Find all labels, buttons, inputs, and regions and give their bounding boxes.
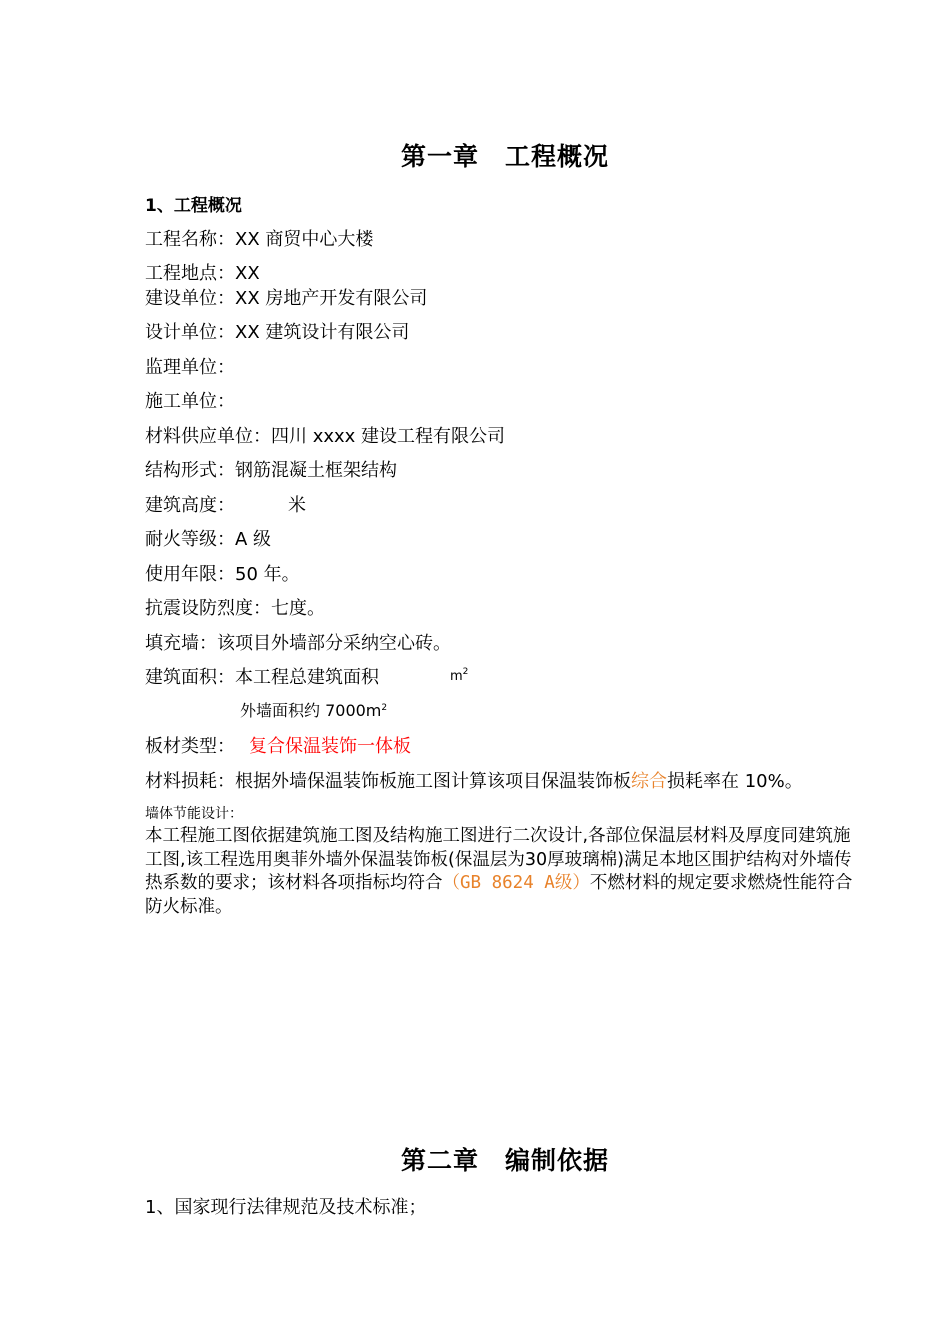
value: XX 房地产开发有限公司 <box>235 288 428 309</box>
value: 四川 xxxx 建设工程有限公司 <box>271 426 506 447</box>
unit: m <box>450 669 463 684</box>
label: 监理单位： <box>145 357 235 378</box>
label: 材料供应单位： <box>145 426 271 447</box>
label: 建设单位： <box>145 288 235 309</box>
row-loss <box>145 767 803 793</box>
label: 建筑面积： <box>145 667 235 688</box>
row-height <box>145 491 235 517</box>
area-unit <box>450 667 468 684</box>
label: 工程地点： <box>145 263 235 284</box>
value: XX 建筑设计有限公司 <box>235 322 410 343</box>
para-b: 不燃材料的规定要求燃烧性能符合防火标准。 <box>145 873 853 917</box>
value-a: 根据外墙保温装饰板施工图计算该项目保温装饰板 <box>235 771 631 792</box>
section-2-item-1: 1、国家现行法律规范及技术标准； <box>145 1197 427 1218</box>
label: 使用年限： <box>145 564 235 585</box>
standard-ref: （GB 8624 A级） <box>442 873 590 893</box>
row-supplier <box>145 422 505 448</box>
row-service-life <box>145 560 300 586</box>
value: XX <box>235 263 260 284</box>
value: 50 年。 <box>235 564 300 585</box>
value: 该项目外墙部分采纳空心砖。 <box>217 633 451 654</box>
chapter-1-title: 第一章 工程概况 <box>401 142 610 171</box>
label: 建筑高度： <box>145 495 235 516</box>
height-unit: 米 <box>288 495 306 516</box>
row-infill <box>145 629 451 655</box>
row-fire-rating <box>145 525 271 551</box>
row-location <box>145 259 260 285</box>
row-designer <box>145 318 409 344</box>
value-b: 损耗率在 10%。 <box>667 771 803 792</box>
row-contractor <box>145 387 235 413</box>
panel-type-value: 复合保温装饰一体板 <box>249 736 411 757</box>
label: 耐火等级： <box>145 529 235 550</box>
value: 本工程总建筑面积 <box>235 667 379 688</box>
chapter-2-title: 第二章 编制依据 <box>401 1146 610 1175</box>
value-highlight: 综合 <box>631 771 667 792</box>
value: XX 商贸中心大楼 <box>235 229 374 250</box>
label: 填充墙： <box>145 633 217 654</box>
row-area <box>145 663 379 689</box>
row-structure <box>145 456 397 482</box>
section-1-heading: 1、工程概况 <box>145 196 242 216</box>
row-project-name <box>145 225 373 251</box>
row-panel-type <box>145 732 411 758</box>
label: 板材类型： <box>145 736 235 757</box>
row-wall-area <box>240 698 387 721</box>
label: 施工单位： <box>145 391 235 412</box>
value: A 级 <box>235 529 272 550</box>
label: 工程名称： <box>145 229 235 250</box>
energy-heading: 墙体节能设计： <box>145 806 243 822</box>
row-supervisor <box>145 353 235 379</box>
row-seismic <box>145 594 325 620</box>
value: 钢筋混凝土框架结构 <box>235 460 397 481</box>
label: 设计单位： <box>145 322 235 343</box>
label: 材料损耗： <box>145 771 235 792</box>
label: 结构形式： <box>145 460 235 481</box>
para-a: 本工程施工图依据建筑施工图及结构施工图进行二次设计,各部位保温层材料及厚度同建筑施工图,该工程选用奥菲外墙外保温装饰板(保温层为30厚玻璃棉)满足本地区围护结构对外墙传热系数的要求；该材料各项指标均符合 <box>145 826 852 893</box>
value: 七度。 <box>271 598 325 619</box>
label: 抗震设防烈度： <box>145 598 271 619</box>
unit-sup: 2 <box>381 703 388 713</box>
row-owner <box>145 284 427 310</box>
energy-paragraph <box>145 825 865 919</box>
unit-sup: 2 <box>462 667 469 677</box>
value: 外墙面积约 7000m <box>240 701 382 720</box>
